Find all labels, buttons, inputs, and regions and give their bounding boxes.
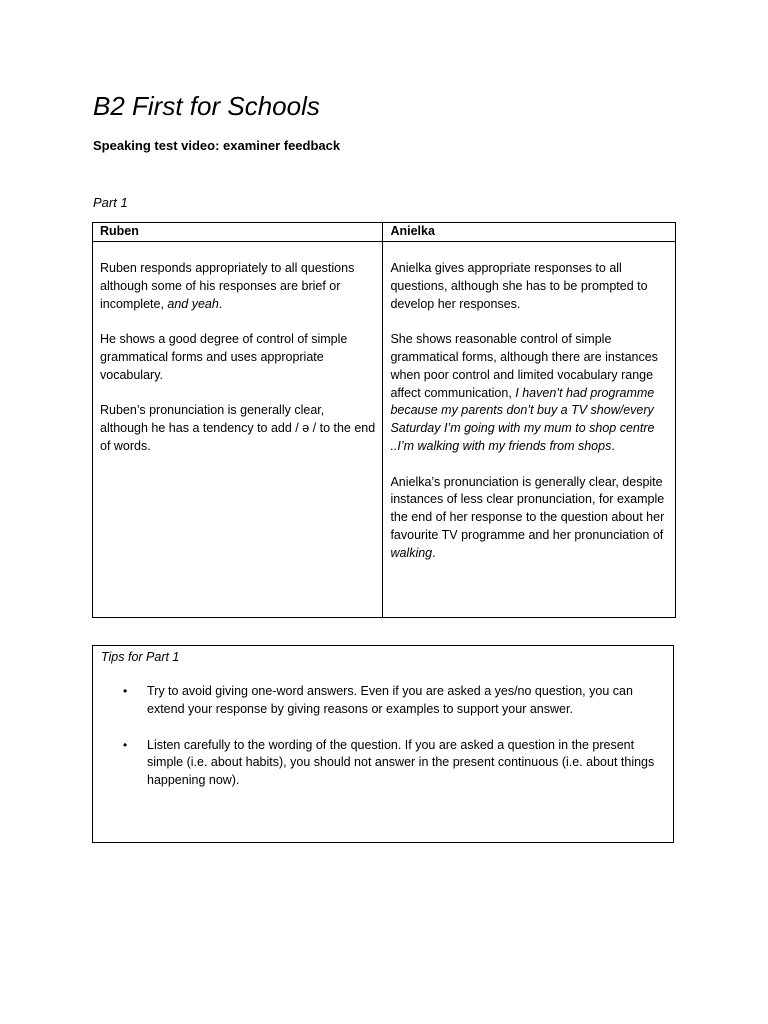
ruben-feedback-p2: He shows a good degree of control of simple grammatical forms and uses appropriate vocabulary. — [100, 332, 348, 382]
table-row — [93, 242, 676, 618]
list-item — [119, 683, 659, 719]
tips-list — [119, 683, 659, 808]
ruben-feedback-p3: Ruben’s pronunciation is generally clear, although he has a tendency to add / ə / to the end of words. — [100, 403, 376, 453]
page-subtitle: Speaking test video: examiner feedback — [93, 138, 341, 153]
table-header-row — [93, 223, 676, 242]
ruben-feedback-p1: Ruben responds appropriately to all questions although some of his responses are brief or incomplete, and yeah. — [100, 261, 355, 311]
anielka-feedback-p2: She shows reasonable control of simple grammatical forms, although there are instances when poor control and limited vocabulary range affect communication, I haven’t had programme because my parents don’t buy a TV show/every Saturday I’m going with my mum to shop centre ..I’m walking with my friends from shops. — [390, 332, 658, 453]
tips-box — [92, 645, 674, 843]
feedback-table — [92, 222, 676, 618]
bullet-icon: • — [123, 684, 128, 698]
header-ruben: Ruben — [93, 223, 383, 242]
page-title: B2 First for Schools — [93, 91, 320, 121]
tip-text: Try to avoid giving one-word answers. Even if you are asked a yes/no question, you can extend your response by giving reasons or examples to support your answer. — [147, 684, 633, 716]
tip-text: Listen carefully to the wording of the question. If you are asked a question in the present simple (i.e. about habits), you should not answer in the present continuous (i.e. about things happening now). — [147, 737, 655, 788]
ruben-feedback-cell — [93, 242, 383, 618]
header-anielka: Anielka — [383, 223, 676, 242]
bullet-icon: • — [123, 737, 128, 752]
list-item — [119, 737, 659, 790]
tips-title: Tips for Part 1 — [101, 650, 180, 664]
anielka-feedback-p3: Anielka’s pronunciation is generally clear, despite instances of less clear pronunciation, for example the end of her response to the question about her favourite TV programme and her pronunciation of walking. — [390, 474, 665, 560]
anielka-feedback-p1: Anielka gives appropriate responses to all questions, although she has to be prompted to develop her responses. — [390, 261, 648, 311]
part-label: Part 1 — [93, 195, 128, 210]
anielka-feedback-cell — [383, 242, 676, 618]
